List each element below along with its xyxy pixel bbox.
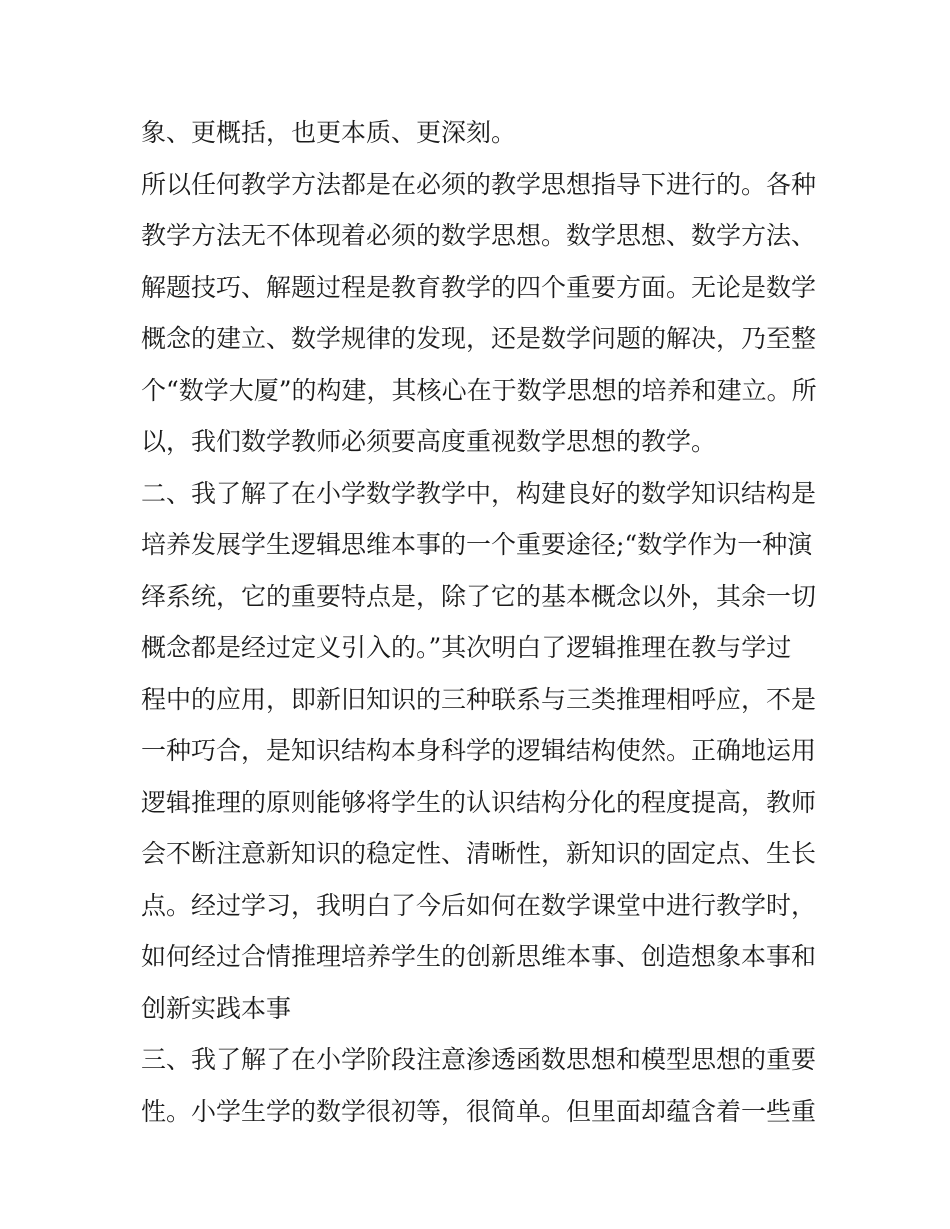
text-line: 象、更概括，也更本质、更深刻。 xyxy=(141,118,517,147)
text-line: 解题技巧、解题过程是教育教学的四个重要方面。无论是数学 xyxy=(141,272,817,302)
text-line: 二、我了解了在小学数学教学中，构建良好的数学知识结构是 xyxy=(141,478,817,508)
text-line: 程中的应用，即新旧知识的三种联系与三类推理相呼应，不是 xyxy=(141,684,817,714)
text-line: 如何经过合情推理培养学生的创新思维本事、创造想象本事和 xyxy=(141,942,817,971)
text-line: 教学方法无不体现着必须的数学思想。数学思想、数学方法、 xyxy=(141,221,817,250)
text-line: 培养发展学生逻辑思维本事的一个重要途径;“数学作为一种演 xyxy=(141,530,813,559)
text-line: 所以任何教学方法都是在必须的教学思想指导下进行的。各种 xyxy=(141,169,817,199)
text-line: 会不断注意新知识的稳定性、清晰性，新知识的固定点、生长 xyxy=(141,839,817,868)
text-line: 三、我了解了在小学阶段注意渗透函数思想和模型思想的重要 xyxy=(141,1045,817,1074)
text-line: 一种巧合，是知识结构本身科学的逻辑结构使然。正确地运用 xyxy=(141,736,817,765)
text-line: 概念都是经过定义引入的。”其次明白了逻辑推理在教与学过 xyxy=(141,633,792,662)
text-line: 个“数学大厦”的构建，其核心在于数学思想的培养和建立。所 xyxy=(141,375,817,405)
text-line: 逻辑推理的原则能够将学生的认识结构分化的程度提高，教师 xyxy=(141,787,817,817)
text-line: 绎系统，它的重要特点是，除了它的基本概念以外，其余一切 xyxy=(141,581,817,611)
text-line: 以，我们数学教师必须要高度重视数学思想的教学。 xyxy=(141,427,717,456)
body-text xyxy=(141,107,821,1137)
text-line: 性。小学生学的数学很初等，很简单。但里面却蕴含着一些重 xyxy=(141,1096,817,1126)
text-line: 点。经过学习，我明白了今后如何在数学课堂中进行教学时， xyxy=(141,890,817,920)
text-line: 创新实践本事 xyxy=(141,993,292,1023)
text-line: 概念的建立、数学规律的发现，还是数学问题的解决，乃至整 xyxy=(141,324,817,353)
